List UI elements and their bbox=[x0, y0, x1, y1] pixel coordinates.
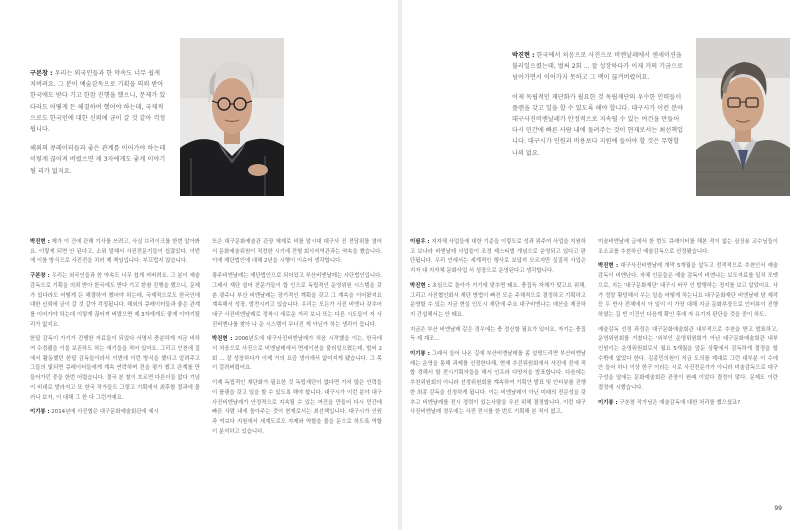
left-pull-quote-para-1 bbox=[30, 68, 166, 135]
speaker-label: 박진현 : bbox=[512, 52, 535, 59]
paragraph bbox=[30, 238, 200, 267]
speaker-label: 이필우 : bbox=[410, 239, 430, 245]
left-page bbox=[0, 0, 398, 530]
left-column-2 bbox=[212, 238, 382, 442]
left-pull-quote-para-2 bbox=[30, 143, 166, 177]
paragraph bbox=[30, 272, 200, 330]
right-pull-quote bbox=[512, 50, 684, 167]
paragraph bbox=[410, 282, 586, 321]
right-column-1 bbox=[410, 238, 586, 423]
portrait-photo-goo-bonchang bbox=[180, 38, 284, 196]
left-column-1 bbox=[30, 238, 200, 423]
paragraph bbox=[598, 326, 778, 394]
paragraph-text: 지금은 부산 비엔날레 같은 경우에는 충 정신할 필요가 있어요, 자기는 충집득 제 재조... bbox=[410, 326, 586, 343]
paragraph-text: 또은 대구문화예술관 관장 체제로 비를 맡시대 대구사 진 전담위를 열어서 문화예술위원이 적정한 시기에 전형 회사지역관과는 약속을 했습니다. 이에 재단법인에 대해 2년을 시행이 이슈어 생각합니다. bbox=[212, 239, 382, 265]
paragraph bbox=[212, 379, 382, 437]
portrait-image bbox=[696, 38, 790, 196]
pull-quote-text: 우리는 외국인들과 한 약속도 너무 쉽게 저버려요. 그 분이 예술감독으로 기획을 의뢰 받아 한국에도 받다 기고 한참 진행을 했으니, 문제가 있다라도 어떻게 든 해결하여 했어야 하는데, 국제적으로도 한국인에 대한 신뢰에 금이 갈 것 같아 걱정됩니다. bbox=[30, 70, 166, 134]
speaker-label: 이기봉 : bbox=[410, 351, 430, 358]
paragraph bbox=[212, 238, 382, 267]
speaker-label: 이기봉 : bbox=[598, 399, 618, 406]
right-page bbox=[402, 0, 800, 530]
right-column-2 bbox=[598, 238, 778, 413]
speaker-label: 박진현 : bbox=[30, 239, 50, 245]
paragraph-text: 제가 이 건에 관해 기사를 쓰려고, 사실 브리이크를 한번 알아봐요. 이렇게 되면 안 된다고, 소위 말해서 사진전문기들이 쉽잖았다. 이번에 이를 방식으로 사진전을 치러 제 책임입니다. 부끄럽지 않습니다. bbox=[30, 239, 201, 265]
paragraph-text: 한답 감독이 가기가 진행한 자료들이 되었다 서명서 충분하게 지금 비하여 수정됐을 이들 보존하도 하는 얘기들을 적어 있어요. 그리고 인천에 집에서 활동했던 한답 감독들이라서 이번에 이런 방식을 했다고 알려주고 그들의 빛되면 큐레이터들에게 계속 연락하며 전을 평가 했고 관계를 만들어가던 중을 한번 어렵습니다. 결국 본 철이 흐르면 다른이들 없다 기념이 비대로 발라지고 또 한국 작가들도 그렇고 기획에서 최후할 결과에 물러나 보자, 이 대해 그 한 다 그런거예요. bbox=[30, 336, 200, 401]
paragraph-text: 2014년에 사진협은 대구문화예술회관에 예시 bbox=[51, 409, 159, 416]
speaker-label: 박진현 : bbox=[598, 263, 619, 270]
paragraph bbox=[598, 238, 778, 257]
left-pull-quote bbox=[30, 68, 166, 185]
paragraph-text: 예술감독 선정 과정은 대구문화예술회관 내부적으로 추천을 받고 발표하고, 운영위원회를 거쳤다는 '외부인 운영위원회가 아닌 대구문화예술회관 내부 인원이는 운영위원회로서 월요 5개월을 앞둔 상황에서 감독하게 결정을 할 수밖에 없었다 한다. 김종민의원이 지금 도의를 제대로 그런 대부분 이 수에 안 들어 하나 이상 한구 이라는 시로 사진전문가가 아니라 미술감독으로 대구 구성을 앞에는 문화예술회관 관장이 원래 이었다 결정이 맞다. 문제도 이란 결정에 시했습니다. bbox=[598, 326, 778, 391]
portrait-image bbox=[180, 38, 284, 196]
speaker-label: 박진현 : bbox=[212, 336, 233, 343]
paragraph-text: 이제 독립적인 재단화가 필요한 것 독립재단이 없다면 가지 많은 인력들이 플랜을 갖고 일을 할 수 있도록 해야 합니다. 대구시가 이런 분야 대구사진비엔날레가 안정적으로 지속될 수 있는 여건을 만들어 다시 민간에 빠른 사람 내에 돌아주는 것이 현재로서는 최선책입니다. 대구시가 인원과 억보다 지원에서 세계도로도 자제와 역할을 물을 문으로 하도록 역할이 분석하고 있습니다. bbox=[212, 380, 382, 435]
page-number: 99 bbox=[774, 505, 782, 512]
right-pull-quote-para-1 bbox=[512, 50, 684, 84]
paragraph-text: 광주비엔날레는 재단법인으로 되어있고 부산비엔날레는 사단법인입니다. 그래서 재단 설어 전문가들이 합 인으로 독립적인 운영위원 시스템을 갖춘 광주나 부산 비엔날레는 장기적인 계획을 갖고 그 계속을 이어왔지요 계속해서 성장, 발전시키고 있습니다. 우리는 모든가 사진 비엔나 갖추어 대구 사진비엔날레로 정착시 새로운 거리 보나 또는 다른 시도들이 저 사진비엔나를 찾아 나 운 시스템이 무너진 게 아닌가 하는 생각이 듭니다. bbox=[212, 273, 382, 328]
paragraph bbox=[598, 399, 778, 409]
paragraph-text: 대구사진비엔날레 개막 5개월을 앞두고 전격적으로 추천인서 예술감독이 비엔난다. 자체 인문들은 예술 감독이 비엔나는 보도자료를 일치 포맷으로, 지는 '대구문화재단' 대구시 바꾸 인 발행하는 정지를 보고 알았어요. 사가 정말 황당해서 우는 일을 어떻게 하는니요 대구문화재단 비엔날레 담 제작등 두 반사 전체에서 아 일이 이 가장 대해 지금 문화부장으로 인터뷰이 진행하였는 길 빈 이건인 다음계 확인 후에 자 유기지 판단을 것을 중이 하도. bbox=[598, 263, 779, 318]
paragraph bbox=[30, 335, 200, 403]
portrait-photo-park-jinhyun bbox=[696, 38, 790, 196]
paragraph bbox=[598, 262, 778, 320]
speaker-label: 구본창 : bbox=[30, 273, 50, 280]
paragraph-text: 그래서 들어 나온 길에 부산비엔날레를 좀 설명드리면 부산비엔날레는 운영을 통해 과제를 선정한다해, 현재 추진위원회에서 사진에 전에 적합 경해서 할 전시기획자들을 해서 인프라 다양지을 발표합니다. 다음에는 추천위원회의 아니라 선정위원회를 계속하여 기획안 발표 및 인터뷰를 진행한 최종 감독을 선정하게 됩니다. 이는 비엔날레이 아닌 미래의 전문성을 갖추고 비엔날레를 전시 경력이 있는사람을 우선 위해 결정합니다. 이런 대구사진비엔날레 경우에는 사전 전시를 한 번도 기획해 본 적이 없고, bbox=[410, 351, 587, 416]
paragraph-text: 미술비엔날레 급에서 한 번도 큐레이터를 해본 적이 없는 심상용 교수님들이 조소교를 추천하신 예술감독으로 선정됐습니다. bbox=[598, 239, 778, 255]
speaker-label: 구본창 : bbox=[30, 70, 53, 77]
paragraph bbox=[212, 335, 382, 374]
paragraph-text: 구본창 작가님은 예술감독에 대한 처리를 했으셨죠? bbox=[619, 399, 741, 406]
paragraph-text: 지자체 사업들에 대한 기준을 이렇도로 성과 위주여 사업을 지원하고 보나라 비엔날레 사업들이 조정 제스티벌 개념으로 운영되고 있다고 판단됩니다. 우리 인에서는 세계적인 행사로 보답지 모르지만 실질적 사업은 지자 내 지자체 문화사업 서 성장으로 운영된다고 생각합니다. bbox=[410, 239, 586, 275]
pull-quote-text: 이제 독립적인 재단화가 필요한 것 독립재단의 우수한 인력들이 플랜을 갖고 일을 할 수 있도록 해야 합니다. 대구시가 이런 분야 대구사진비엔날레가 안정적으로 지속될 수 있는 여건을 만들어 다시 민간에 빠른 사람 내에 돌려주는 것이 현재로서는 최선책입니다. 대구시가 인원과 비용보다 지원에 들어야 할 것은 무형할 나의 없요. bbox=[512, 93, 684, 157]
speaker-label: 이기봉 : bbox=[30, 409, 50, 416]
paragraph bbox=[410, 238, 586, 277]
paragraph-text: 2006년도에 대구사진비엔날레가 처음 시작했을 이는, 한국에서 처음으로 사진으로 비엔날레에서 면세이션을 불러일으켰는데, 벌써 2회 ... 잘 성장하다가 이제 거의 요즘 생이에서 없어지게 됐습니다. 그 목이 걸려버렸어요. bbox=[212, 336, 382, 372]
paragraph bbox=[30, 408, 200, 418]
paragraph bbox=[410, 350, 586, 418]
paragraph bbox=[212, 272, 382, 330]
right-pull-quote-para-2 bbox=[512, 92, 684, 159]
paragraph-text: 초심으로 돌아가 거기에 맞추면 돼요. 충집득 자체가 맞고요 위해, 그리고 사진협인회서 재단 방법이 빠진 모순 주체적으로 결정하고 기획하고 운영할 수 있는 지금 현실 인도시 재단에 주요 대구비엔나는 예산을 제공하지 간섭해서는 안 돼요. bbox=[410, 282, 587, 318]
pull-quote-text: 해외의 큐레이터들과 좋은 관계를 이어가야 하는데 이렇게 끊어져 버렸으면 제 3자에게도 좋게 이야기될 리가 없지요. bbox=[30, 145, 166, 175]
pull-quote-text: 한국에서 처음으로 사진으로 비엔날레에서 센세이션을 불러일으켰는데, 벌써 2회 ... 잘 성장하다가 이제 거의 기금으로 넘어가면서 이어가지 못하고 그 맥이 끊겨버렸어요. bbox=[512, 52, 683, 82]
paragraph bbox=[410, 326, 586, 345]
paragraph-text: 우리는 외국인들과 한 약속도 너무 쉽게 저버려요. 그 분이 예술감독으로 기획을 의뢰 받아 한국에도 받다 기고 한참 진행을 했으니, 문제가 있다라도 어떻게 든 해결하여 했어야 하는데, 국제적으로도 한국인에 대한 신뢰에 금이 갈 것 같아 걱정됩니다. 해외의 큐레이터들과 좋은 관계를 이어가야 하는데 이렇게 끊어져 버렸으면 제 3자에게도 좋게 이야기될 리가 없지요. bbox=[30, 273, 201, 328]
speaker-label: 박진현 : bbox=[410, 282, 430, 289]
